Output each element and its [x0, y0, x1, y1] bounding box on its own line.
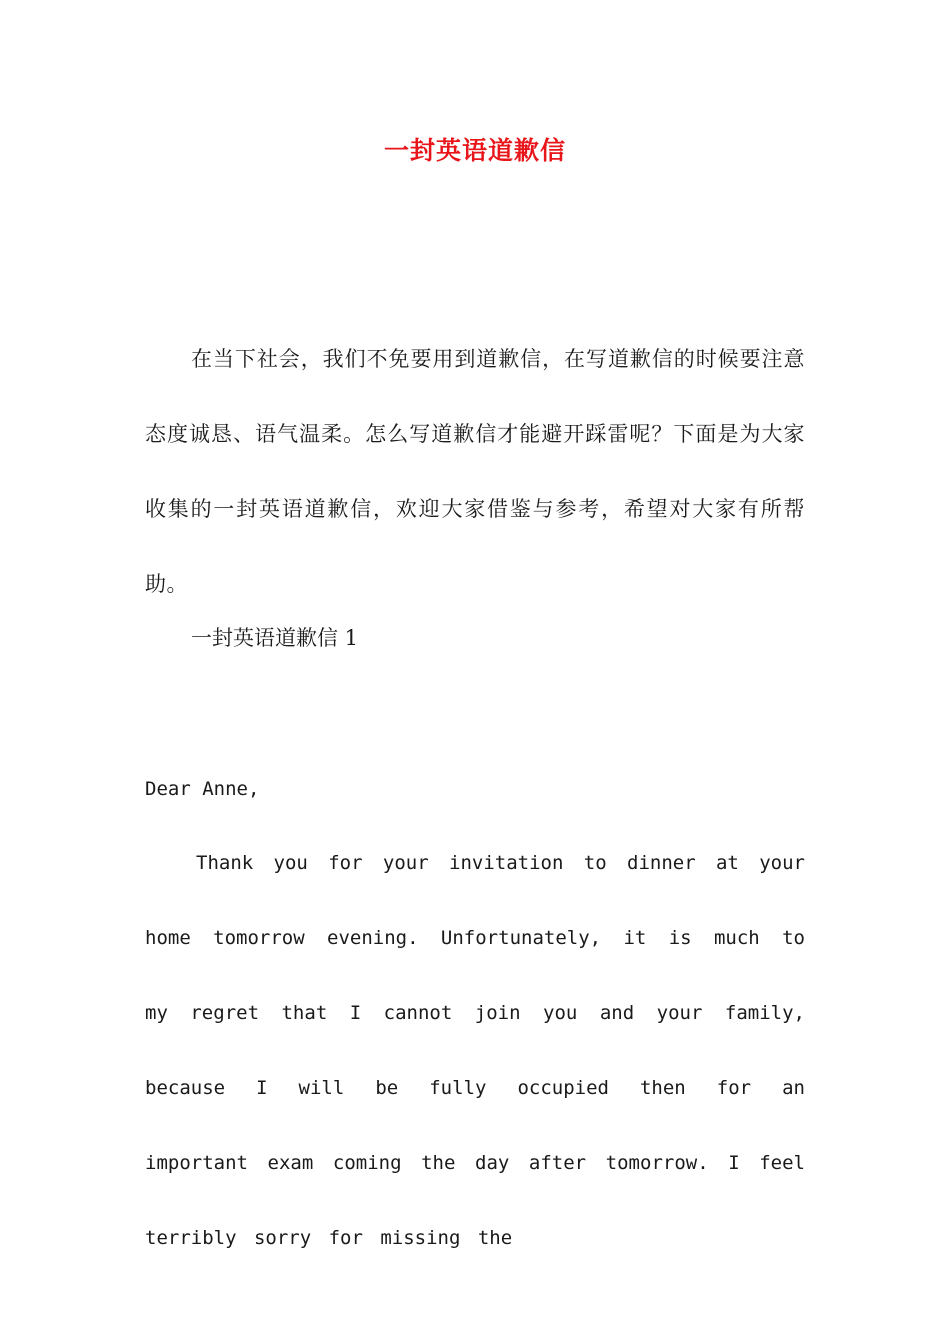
intro-paragraph: 在当下社会，我们不免要用到道歉信，在写道歉信的时候要注意态度诚恳、语气温柔。怎么写道歉信才能避开踩雷呢？下面是为大家收集的一封英语道歉信，欢迎大家借鉴与参考，希望对大家有所帮助。	[145, 347, 805, 596]
section-heading: 一封英语道歉信 1	[191, 626, 359, 650]
document-title: 一封英语道歉信	[383, 136, 566, 165]
letter-body: Thank you for your invitation to dinner at your home tomorrow evening. Unfortunately, it is much to my regret that I cannot join you and your family, because I will be fully occupied then for an important exam coming the day after tomorrow. I feel terribly sorry for missing the	[145, 852, 805, 1249]
letter-salutation: Dear Anne,	[145, 778, 260, 800]
